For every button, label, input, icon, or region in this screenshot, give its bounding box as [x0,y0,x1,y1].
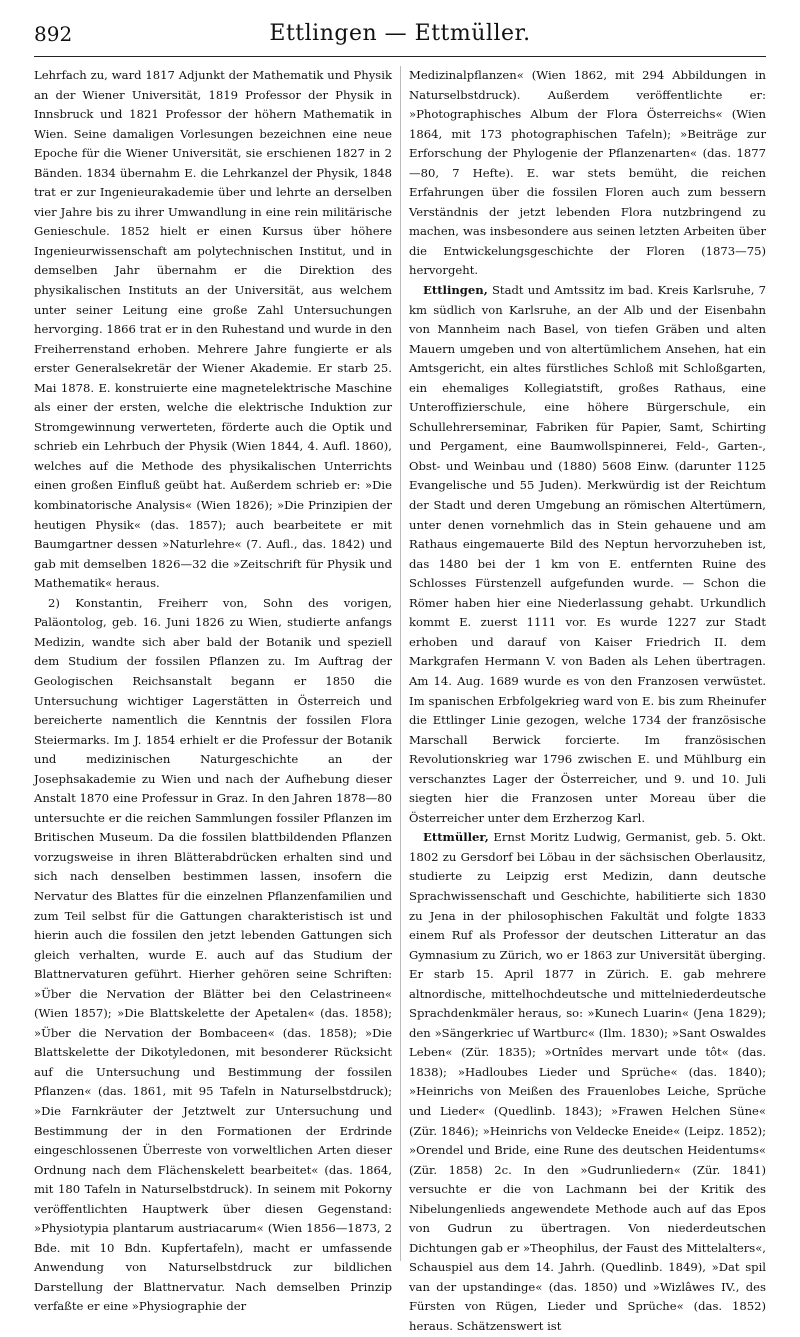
text-columns [34,66,766,1333]
entry-headword: Ettlingen, [423,283,488,298]
paragraph: 2) Konstantin, Freiherr von, Sohn des vorigen, Paläontolog, geb. 16. Juni 1826 zu Wien, studierte anfangs Medizin, wandte sich aber bald der Botanik und speziell dem Studium der fossilen Pflanzen zu. Im Auftrag der Geologischen Reichsanstalt begann er 1850 die Untersuchung wichtiger Lagerstätten in Österreich und bereicherte namentlich die Kenntnis der fossilen Flora Steiermarks. Im J. 1854 erhielt er die Professur der Botanik und medizinischen Naturgeschichte an der Josephsakademie zu Wien und nach der Aufhebung dieser Anstalt 1870 eine Professur in Graz. In den Jahren 1878—80 untersuchte er die reichen Sammlungen fossiler Pflanzen im Britischen Museum. Da die fossilen blattbildenden Pflanzen vorzugsweise in ihren Blätterabdrücken erhalten sind und sich nach denselben bestimmen lassen, insofern die Nervatur des Blattes für die einzelnen Pflanzenfamilien und zum Teil selbst für die Gattungen charakteristisch ist und hierin auch die fossilen den jetzt lebenden Gattungen sich gleich verhalten, wurde E. auch auf das Studium der Blattnervaturen geführt. Hierher gehören seine Schriften: »Über die Nervation der Blätter bei den Celastrineen« (Wien 1857); »Die Blattskelette der Apetalen« (das. 1858); »Über die Nervation der Bombaceen« (das. 1858); »Die Blattskelette der Dikotyledonen, mit besonderer Rücksicht auf die Untersuchung und Bestimmung der fossilen Pflanzen« (das. 1861, mit 95 Tafeln in Naturselbstdruck); »Die Farnkräuter der Jetztwelt zur Untersuchung und Bestimmung der in den Formationen der Erdrinde eingeschlossenen Überreste von vorweltlichen Arten dieser Ordnung nach dem Flächenskelett bearbeitet« (das. 1864, mit 180 Tafeln in Naturselbstdruck). In seinem mit Pokorny veröffentlichten Hauptwerk über diesen Gegenstand: »Physiotypia plantarum austriacarum« (Wien 1856—1873, 2 Bde. mit 10 Bdn. Kupfertafeln), macht er umfassende Anwendung von Naturselbstdruck zur bildlichen Darstellung der Blattnervatur. Nach demselben Prinzip verfaßte er eine »Physiographie der [34,595,392,1314]
entry-ettmueller [409,828,766,1336]
entry-headword: Ettmüller, [423,830,489,845]
running-head: Ettlingen — Ettmüller. [269,20,531,46]
entry-text: Ernst Moritz Ludwig, Germanist, geb. 5. Okt. 1802 zu Gersdorf bei Löbau in der sächsischen Oberlausitz, studierte zu Leipzig erst Medizin, dann deutsche Sprachwissenschaft und Geschichte, habilitierte sich 1830 zu Jena in der philosophischen Fakultät und folgte 1833 einem Ruf als Professor der deutschen Litteratur an das Gymnasium zu Zürich, wo er 1863 zur Universität überging. Er starb 15. April 1877 in Zürich. E. gab mehrere altnordische, mittelhochdeutsche und mittelniederdeutsche Sprachdenkmäler heraus, so: »Kunech Luarin« (Jena 1829); den »Sängerkriec uf Wartburc« (Ilm. 1830); »Sant Oswaldes Leben« (Zür. 1835); »Ortnîdes mervart unde tôt« (das. 1838); »Hadloubes Lieder und Sprüche« (das. 1840); »Heinrichs von Meißen des Frauenlobes Leiche, Sprüche und Lieder« (Quedlinb. 1843); »Frawen Helchen Süne« (Zür. 1846); »Heinrichs von Veldecke Eneide« (Leipz. 1852); »Orendel und Bride, eine Rune des deutschen Heidentums« (Zür. 1858) 2c. In den »Gudrunliedern« (Zür. 1841) versuchte er die von Lachmann bei der Kritik des Nibelungenlieds angewendete Methode auch auf das Epos von Gudrun zu übertragen. Von niederdeutschen Dichtungen gab er »Theophilus, der Faust des Mittelalters«, Schauspiel aus dem 14. Jahrh. (Quedlinb. 1849), »Dat spil van der upstandinge« (das. 1850) und »Wizlâwes IV., des Fürsten von Rügen, Lieder und Sprüche« (das. 1852) heraus. Schätzenswert ist [409,830,766,1333]
paragraph: Medizinalpflanzen« (Wien 1862, mit 294 Abbildungen in Naturselbstdruck). Außerdem veröffentlichte er: »Photographisches Album der Flora Österreichs« (Wien 1864, mit 173 photographischen Tafeln); »Beiträge zur Erforschung der Phylogenie der Pflanzenarten« (das. 1877—80, 7 Hefte). E. war stets bemüht, die reichen Erfahrungen über die fossilen Floren auch zum bessern Verständnis der jetzt lebenden Flora nutzbringend zu machen, was insbesondere aus seinen letzten Arbeiten über die Entwickelungsgeschichte der Floren (1873—75) hervorgeht. [409,68,766,278]
left-column [34,66,400,1314]
page-number: 892 [34,22,73,46]
entry-text: Stadt und Amtssitz im bad. Kreis Karlsruhe, 7 km südlich von Karlsruhe, an der Alb und der Eisenbahn von Mannheim nach Basel, von tiefen Gräben und alten Mauern umgeben und von altertümlichem Ansehen, hat ein Amtsgericht, ein altes fürstliches Schloß mit Schloßgarten, ein ehemaliges Kollegiatstift, großes Rathaus, eine Unteroffizierschule, eine höhere Bürgerschule, ein Schullehrerseminar, Fabriken für Papier, Samt, Schirting und Pergament, eine Baumwollspinnerei, Feld-, Garten-, Obst- und Weinbau und (1880) 5608 Einw. (darunter 1125 Evangelische und 55 Juden). Merkwürdig ist der Reichtum der Stadt und deren Umgebung an römischen Altertümern, unter denen vornehmlich das in Stein gehauene und am Rathaus eingemauerte Bild des Neptun hervorzuheben ist, das 1480 bei der 1 km von E. entfernten Ruine des Schlosses Fürstenzell aufgefunden wurde. — Schon die Römer haben hier eine Niederlassung gehabt. Urkundlich kommt E. zuerst 1111 vor. Es wurde 1227 zur Stadt erhoben und darauf von Kaiser Friedrich II. dem Markgrafen Hermann V. von Baden als Lehen übertragen. Am 14. Aug. 1689 wurde es von den Franzosen verwüstet. Im spanischen Erbfolgekrieg ward von E. bis zum Rheinufer die Ettlinger Linie gezogen, welche 1734 der französische Marschall Berwick forcierte. Im französischen Revolutionskrieg war 1796 zwischen E. und Mühlburg ein verschanztes Lager der Österreicher, und 9. und 10. Juli siegten hier die Franzosen unter Moreau über die Österreicher unter dem Erzherzog Karl. [409,283,766,825]
right-column [400,66,766,1333]
paragraph: Lehrfach zu, ward 1817 Adjunkt der Mathematik und Physik an der Wiener Universität, 1819 Professor der Physik in Innsbruck und 1821 Professor der höhern Mathematik in Wien. Seine damaligen Vorlesungen bezeichnen eine neue Epoche für die Wiener Universität, sie erschienen 1827 in 2 Bänden. 1834 übernahm E. die Lehrkanzel der Physik, 1848 trat er zur Ingenieurakademie über und lehrte an derselben vier Jahre bis zu ihrer Umwandlung in eine rein militärische Genieschule. 1852 hielt er einen Kursus über höhere Ingenieurwissenschaft am polytechnischen Institut, und in demselben Jahr übernahm er die Direktion des physikalischen Instituts an der Universität, aus welchem unter seiner Leitung eine große Zahl Untersuchungen hervorging. 1866 trat er in den Ruhestand und wurde in den Freiherrenstand erhoben. Mehrere Jahre fungierte er als erster Generalsekretär der Wiener Akademie. Er starb 25. Mai 1878. E. konstruierte eine magnetelektrische Maschine als einer der ersten, welche die elektrische Induktion zur Stromgewinnung verwerteten, förderte auch die Optik und schrieb ein Lehrbuch der Physik (Wien 1844, 4. Aufl. 1860), welches auf die Methode des physikalischen Unterrichts einen großen Einfluß geübt hat. Außerdem schrieb er: »Die kombinatorische Analysis« (Wien 1826); »Die Prinzipien der heutigen Physik« (das. 1857); auch bearbeitete er mit Baumgartner dessen »Naturlehre« (7. Aufl., das. 1842) und gab mit demselben 1826—32 die »Zeitschrift für Physik und Mathematik« heraus. [34,68,392,591]
entry-ettlingen [409,281,766,828]
page-header [34,10,766,57]
